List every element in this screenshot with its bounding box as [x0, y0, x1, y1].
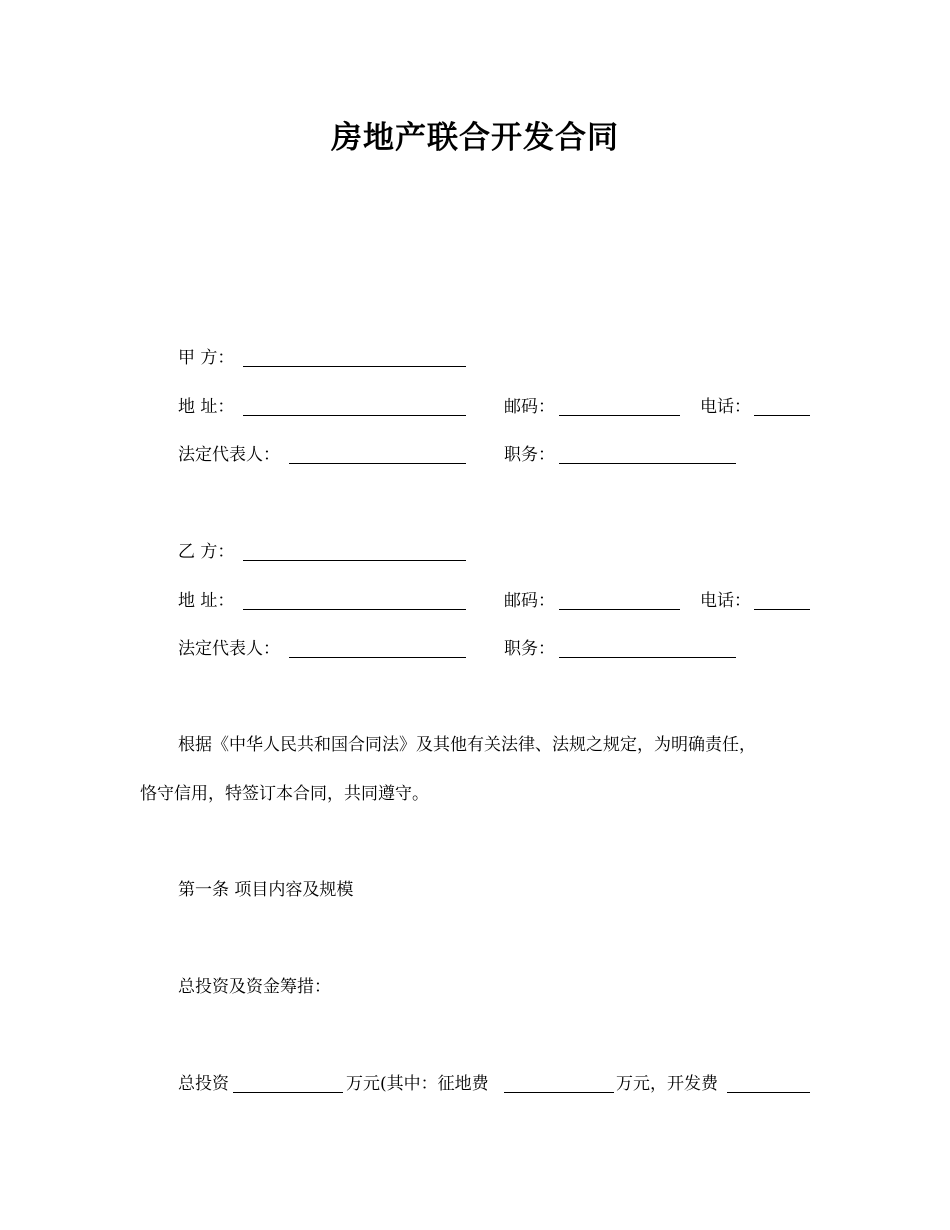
- party-a-position-label: 职务：: [504, 445, 555, 465]
- party-a-postcode-label: 邮码：: [504, 397, 555, 417]
- investment-label: 总投资: [178, 1074, 229, 1094]
- party-b-phone-blank[interactable]: [754, 609, 810, 610]
- party-b-position-blank[interactable]: [559, 657, 736, 658]
- party-b-address-blank[interactable]: [243, 609, 466, 610]
- party-b-position-label: 职务：: [504, 639, 555, 659]
- party-b-rep-label: 法定代表人：: [178, 639, 280, 659]
- party-b-postcode-blank[interactable]: [559, 609, 680, 610]
- party-b-postcode-label: 邮码：: [504, 591, 555, 611]
- development-fee-label: 万元，开发费: [616, 1074, 718, 1094]
- land-fee-label: 万元(其中：征地费: [346, 1074, 489, 1094]
- party-b-address-label: 地 址：: [178, 591, 235, 611]
- party-a-address-blank[interactable]: [243, 415, 466, 416]
- party-a-name-label: 甲 方：: [178, 348, 235, 368]
- article-1-heading: 第一条 项目内容及规模: [178, 880, 354, 900]
- total-investment-blank[interactable]: [233, 1092, 343, 1093]
- document-title: 房地产联合开发合同: [331, 120, 619, 156]
- party-a-position-blank[interactable]: [559, 463, 736, 464]
- party-a-phone-label: 电话：: [700, 397, 751, 417]
- preamble-line-1: 根据《中华人民共和国合同法》及其他有关法律、法规之规定，为明确责任，: [178, 735, 756, 755]
- preamble-line-2: 恪守信用，特签订本合同，共同遵守。: [140, 784, 429, 804]
- party-b-phone-label: 电话：: [700, 591, 751, 611]
- land-fee-blank[interactable]: [504, 1092, 614, 1093]
- investment-heading: 总投资及资金筹措：: [178, 977, 331, 997]
- party-b-rep-blank[interactable]: [289, 657, 466, 658]
- party-a-postcode-blank[interactable]: [559, 415, 680, 416]
- party-a-name-blank[interactable]: [243, 366, 466, 367]
- party-a-address-label: 地 址：: [178, 397, 235, 417]
- development-fee-blank[interactable]: [727, 1092, 810, 1093]
- party-a-rep-blank[interactable]: [289, 463, 466, 464]
- party-a-phone-blank[interactable]: [754, 415, 810, 416]
- party-b-name-label: 乙 方：: [178, 542, 235, 562]
- party-a-rep-label: 法定代表人：: [178, 445, 280, 465]
- party-b-name-blank[interactable]: [243, 560, 466, 561]
